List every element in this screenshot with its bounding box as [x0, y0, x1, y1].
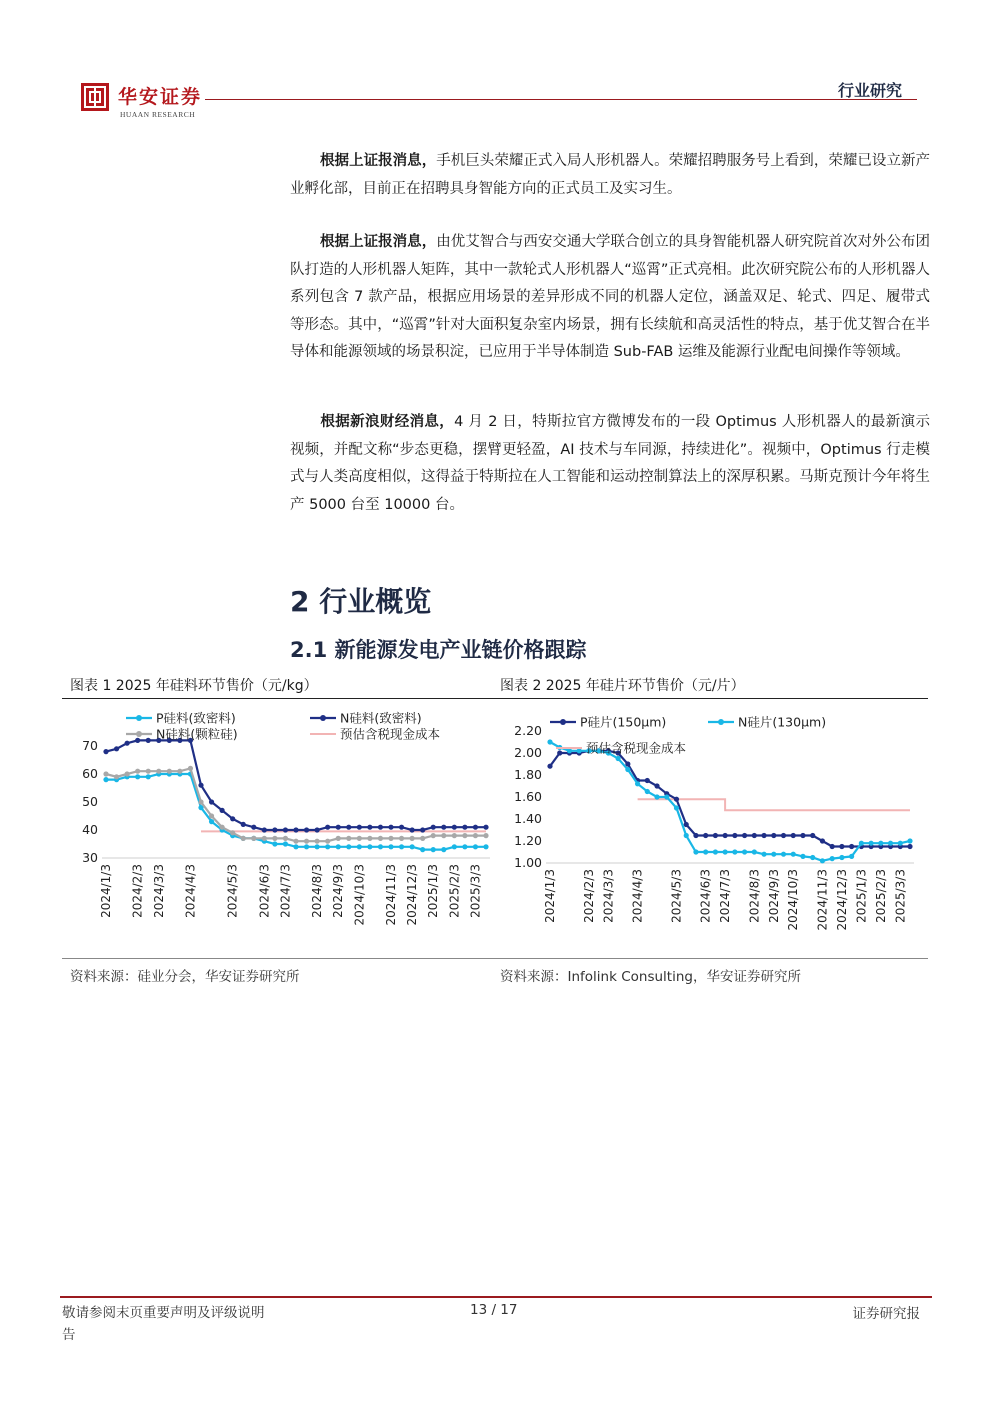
- data-point: [209, 799, 214, 804]
- x-tick-label: 2024/1/3: [99, 864, 113, 918]
- news-lead: 根据上证报消息，: [320, 234, 437, 250]
- footer-disclaimer-tail: 告: [62, 1327, 76, 1343]
- data-point: [198, 799, 203, 804]
- data-point: [388, 844, 393, 849]
- data-point: [177, 769, 182, 774]
- page-number: 13 / 17: [470, 1302, 518, 1318]
- data-point: [703, 833, 708, 838]
- x-tick-label: 2024/1/3: [543, 869, 557, 923]
- data-point: [473, 825, 478, 830]
- data-point: [293, 827, 298, 832]
- data-point: [378, 825, 383, 830]
- data-point: [547, 764, 552, 769]
- data-point: [431, 833, 436, 838]
- data-point: [410, 844, 415, 849]
- x-tick-label: 2024/7/3: [718, 869, 733, 923]
- data-point: [272, 841, 277, 846]
- data-point: [283, 836, 288, 841]
- data-point: [135, 769, 140, 774]
- data-point: [378, 844, 383, 849]
- data-point: [220, 825, 225, 830]
- data-point: [462, 825, 467, 830]
- data-point: [878, 841, 883, 846]
- legend-marker: [320, 715, 326, 721]
- logo-text: 华安证券: [118, 86, 203, 108]
- data-point: [103, 749, 108, 754]
- data-point: [336, 825, 341, 830]
- data-point: [859, 841, 864, 846]
- data-point: [820, 838, 825, 843]
- figure-2-top-rule: [494, 698, 928, 699]
- data-point: [293, 839, 298, 844]
- data-point: [810, 855, 815, 860]
- x-tick-label: 2024/6/3: [257, 864, 272, 918]
- data-point: [830, 856, 835, 861]
- data-point: [820, 858, 825, 863]
- data-point: [473, 844, 478, 849]
- data-point: [693, 849, 698, 854]
- footer-divider: [60, 1296, 932, 1298]
- silicon-wafer-price-chart: [494, 700, 928, 950]
- data-point: [241, 822, 246, 827]
- data-point: [315, 844, 320, 849]
- data-point: [399, 825, 404, 830]
- data-point: [304, 839, 309, 844]
- data-point: [125, 771, 130, 776]
- section-tag: 行业研究: [837, 81, 902, 100]
- data-point: [230, 816, 235, 821]
- data-point: [645, 778, 650, 783]
- data-point: [452, 833, 457, 838]
- data-point: [483, 844, 488, 849]
- figure-1-bottom-rule: [62, 958, 494, 960]
- y-tick-label: 1.60: [514, 789, 542, 804]
- footer-disclaimer-text: 敬请参阅末页重要声明及评级说明: [62, 1305, 265, 1321]
- data-point: [752, 849, 757, 854]
- data-point: [732, 833, 737, 838]
- legend-marker: [560, 719, 566, 725]
- data-point: [723, 849, 728, 854]
- y-tick-label: 2.20: [514, 723, 542, 738]
- x-tick-label: 2024/8/3: [747, 869, 762, 923]
- x-tick-label: 2024/7/3: [278, 864, 293, 918]
- data-point: [674, 805, 679, 810]
- data-point: [241, 836, 246, 841]
- data-point: [135, 774, 140, 779]
- legend-label: P硅片(150μm): [580, 714, 667, 730]
- data-point: [399, 836, 404, 841]
- data-point: [135, 738, 140, 743]
- data-point: [410, 836, 415, 841]
- data-point: [713, 833, 718, 838]
- data-point: [616, 756, 621, 761]
- x-tick-label: 2025/3/3: [893, 869, 908, 923]
- logo-subtitle: HUAAN RESEARCH: [120, 110, 196, 119]
- data-point: [420, 847, 425, 852]
- x-tick-label: 2024/2/3: [130, 864, 145, 918]
- data-point: [367, 825, 372, 830]
- y-tick-label: 1.80: [514, 767, 542, 782]
- x-tick-label: 2024/6/3: [698, 869, 713, 923]
- data-point: [713, 849, 718, 854]
- data-point: [198, 783, 203, 788]
- legend-label: N硅片(130μm): [738, 714, 827, 730]
- data-point: [684, 822, 689, 827]
- legend-label: P硅料(致密料): [156, 710, 236, 726]
- data-point: [791, 833, 796, 838]
- data-point: [441, 847, 446, 852]
- x-tick-label: 2024/4/3: [630, 869, 645, 923]
- y-tick-label: 60: [82, 766, 98, 781]
- data-point: [420, 827, 425, 832]
- figure-1-source: 资料来源：硅业分会，华安证券研究所: [70, 969, 300, 985]
- data-point: [898, 841, 903, 846]
- data-point: [220, 808, 225, 813]
- x-tick-label: 2024/2/3: [581, 869, 596, 923]
- x-tick-label: 2024/3/3: [151, 864, 166, 918]
- data-point: [557, 750, 562, 755]
- data-point: [441, 833, 446, 838]
- data-point: [304, 827, 309, 832]
- x-tick-label: 2024/12/3: [834, 869, 849, 931]
- silicon-material-price-chart: [62, 700, 494, 950]
- data-point: [452, 825, 457, 830]
- figure-1-title: 图表 1 2025 年硅料环节售价（元/kg）: [70, 678, 318, 694]
- figure-2-bottom-rule: [494, 958, 928, 960]
- data-point: [262, 836, 267, 841]
- data-point: [781, 852, 786, 857]
- data-point: [664, 794, 669, 799]
- data-point: [849, 844, 854, 849]
- data-point: [781, 833, 786, 838]
- data-point: [547, 739, 552, 744]
- y-tick-label: 40: [82, 822, 98, 837]
- legend-label: N硅料(颗粒硅): [156, 726, 238, 742]
- data-point: [209, 813, 214, 818]
- x-tick-label: 2024/10/3: [352, 864, 367, 926]
- data-point: [483, 833, 488, 838]
- data-point: [654, 783, 659, 788]
- legend-label: 预估含税现金成本: [340, 726, 441, 742]
- data-point: [907, 844, 912, 849]
- legend-label: N硅料(致密料): [340, 710, 422, 726]
- data-point: [473, 833, 478, 838]
- data-point: [830, 844, 835, 849]
- data-point: [188, 766, 193, 771]
- data-point: [346, 825, 351, 830]
- y-tick-label: 1.00: [514, 855, 542, 870]
- data-point: [645, 789, 650, 794]
- data-point: [810, 833, 815, 838]
- data-point: [839, 844, 844, 849]
- data-point: [146, 738, 151, 743]
- y-tick-label: 30: [82, 850, 98, 865]
- subsection-heading: 2.1 新能源发电产业链价格跟踪: [290, 638, 587, 662]
- data-point: [388, 836, 393, 841]
- news-text: 由优艾智合与西安交通大学联合创立的具身智能机器人研究院首次对外公布团队打造的人形机器人矩阵，其中一款轮式人形机器人“巡霄”正式亮相。此次研究院公布的人形机器人系列包含 7 款产品，根据应用场景的差异形成不同的机器人定位，涵盖双足、轮式、四足、履带式等形态。其中，“巡霄”针对大面积复杂室内场景，拥有长续航和高灵活性的特点，基于优艾智合在半导体和能源领域的场景积淀，已应用于半导体制造 Sub-FAB 运维及能源行业配电间操作等领域。: [290, 234, 931, 360]
- data-point: [462, 844, 467, 849]
- figure-1-top-rule: [62, 698, 494, 699]
- data-point: [791, 852, 796, 857]
- data-point: [703, 849, 708, 854]
- data-point: [146, 769, 151, 774]
- data-point: [251, 836, 256, 841]
- y-tick-label: 70: [82, 738, 98, 753]
- data-point: [272, 827, 277, 832]
- x-tick-label: 2024/9/3: [766, 869, 781, 923]
- data-point: [693, 833, 698, 838]
- news-paragraph-2: [290, 229, 930, 367]
- news-paragraph-3: [290, 409, 930, 519]
- data-point: [272, 836, 277, 841]
- data-point: [251, 825, 256, 830]
- data-point: [156, 769, 161, 774]
- data-point: [868, 841, 873, 846]
- data-point: [325, 839, 330, 844]
- data-point: [367, 836, 372, 841]
- legend-marker: [136, 715, 142, 721]
- data-point: [125, 741, 130, 746]
- data-point: [483, 825, 488, 830]
- data-point: [146, 774, 151, 779]
- data-point: [304, 844, 309, 849]
- x-tick-label: 2024/4/3: [183, 864, 198, 918]
- data-point: [654, 794, 659, 799]
- figure-2-title: 图表 2 2025 年硅片环节售价（元/片）: [500, 678, 745, 694]
- legend-label: 预估含税现金成本: [586, 740, 687, 756]
- data-point: [209, 819, 214, 824]
- data-point: [684, 833, 689, 838]
- legend-marker: [136, 731, 142, 737]
- section-heading: 2 行业概览: [290, 585, 432, 618]
- data-point: [723, 833, 728, 838]
- data-point: [114, 746, 119, 751]
- data-point: [283, 827, 288, 832]
- data-point: [771, 852, 776, 857]
- data-point: [742, 833, 747, 838]
- data-point: [325, 825, 330, 830]
- data-point: [431, 847, 436, 852]
- news-text: 手机巨头荣耀正式入局人形机器人。荣耀招聘服务号上看到，荣耀已设立新产业孵化部，目前正在招聘具身智能方向的正式员工及实习生。: [290, 153, 931, 197]
- data-point: [346, 836, 351, 841]
- data-point: [357, 825, 362, 830]
- x-tick-label: 2025/2/3: [447, 864, 462, 918]
- data-point: [462, 833, 467, 838]
- data-point: [800, 854, 805, 859]
- data-point: [625, 767, 630, 772]
- y-tick-label: 2.00: [514, 745, 542, 760]
- data-point: [399, 844, 404, 849]
- data-point: [849, 854, 854, 859]
- legend-marker: [718, 719, 724, 725]
- data-point: [431, 825, 436, 830]
- x-tick-label: 2024/3/3: [601, 869, 616, 923]
- data-point: [674, 797, 679, 802]
- data-point: [452, 844, 457, 849]
- data-point: [103, 771, 108, 776]
- x-tick-label: 2025/2/3: [873, 869, 888, 923]
- data-point: [262, 827, 267, 832]
- data-point: [410, 827, 415, 832]
- data-point: [346, 844, 351, 849]
- x-tick-label: 2024/11/3: [384, 864, 398, 926]
- y-tick-label: 50: [82, 794, 98, 809]
- data-point: [771, 833, 776, 838]
- data-point: [293, 844, 298, 849]
- data-point: [742, 849, 747, 854]
- footer-disclaimer: [62, 1302, 302, 1346]
- data-point: [635, 781, 640, 786]
- data-point: [800, 833, 805, 838]
- x-tick-label: 2025/1/3: [426, 864, 441, 918]
- y-tick-label: 1.20: [514, 833, 542, 848]
- data-point: [114, 774, 119, 779]
- x-tick-label: 2024/10/3: [786, 869, 801, 931]
- x-tick-label: 2024/11/3: [815, 869, 830, 931]
- y-tick-label: 1.40: [514, 811, 542, 826]
- data-point: [761, 833, 766, 838]
- report-type: 证券研究报: [852, 1306, 920, 1322]
- data-point: [888, 841, 893, 846]
- data-point: [420, 836, 425, 841]
- x-tick-label: 2024/5/3: [669, 869, 684, 923]
- news-text: 4 月 2 日，特斯拉官方微博发布的一段 Optimus 人形机器人的最新演示视频，并配文称“步态更稳，摆臂更轻盈，AI 技术与车同源，持续进化”。视频中，Optimus 行走模式与人类高度相似，这得益于特斯拉在人工智能和运动控制算法上的深厚积累。马斯克预计今年将生产 5000 台至 10000 台。: [290, 414, 930, 513]
- news-lead: 根据新浪财经消息，: [320, 414, 455, 430]
- data-point: [357, 844, 362, 849]
- data-point: [388, 825, 393, 830]
- x-tick-label: 2025/3/3: [468, 864, 483, 918]
- x-tick-label: 2025/1/3: [854, 869, 869, 923]
- data-point: [230, 830, 235, 835]
- data-point: [315, 839, 320, 844]
- data-point: [167, 769, 172, 774]
- data-point: [732, 849, 737, 854]
- data-point: [315, 827, 320, 832]
- data-point: [907, 838, 912, 843]
- data-point: [441, 825, 446, 830]
- data-point: [325, 844, 330, 849]
- data-point: [378, 836, 383, 841]
- data-point: [839, 855, 844, 860]
- x-tick-label: 2024/12/3: [405, 864, 420, 926]
- data-point: [357, 836, 362, 841]
- data-point: [336, 844, 341, 849]
- series-line: [106, 774, 486, 850]
- data-point: [761, 852, 766, 857]
- data-point: [103, 777, 108, 782]
- x-tick-label: 2024/9/3: [331, 864, 346, 918]
- series-line: [550, 742, 910, 861]
- data-point: [752, 833, 757, 838]
- news-lead: 根据上证报消息，: [320, 153, 437, 169]
- x-tick-label: 2024/5/3: [225, 864, 240, 918]
- data-point: [367, 844, 372, 849]
- x-tick-label: 2024/8/3: [310, 864, 325, 918]
- data-point: [283, 841, 288, 846]
- figure-2-source: 资料来源：Infolink Consulting，华安证券研究所: [500, 969, 801, 985]
- series-line: [550, 751, 910, 847]
- huaan-logo-icon: [80, 82, 110, 112]
- data-point: [336, 836, 341, 841]
- news-paragraph-1: [290, 148, 930, 203]
- header-divider: [205, 99, 917, 100]
- page-header: [0, 0, 1000, 130]
- series-line: [106, 740, 486, 830]
